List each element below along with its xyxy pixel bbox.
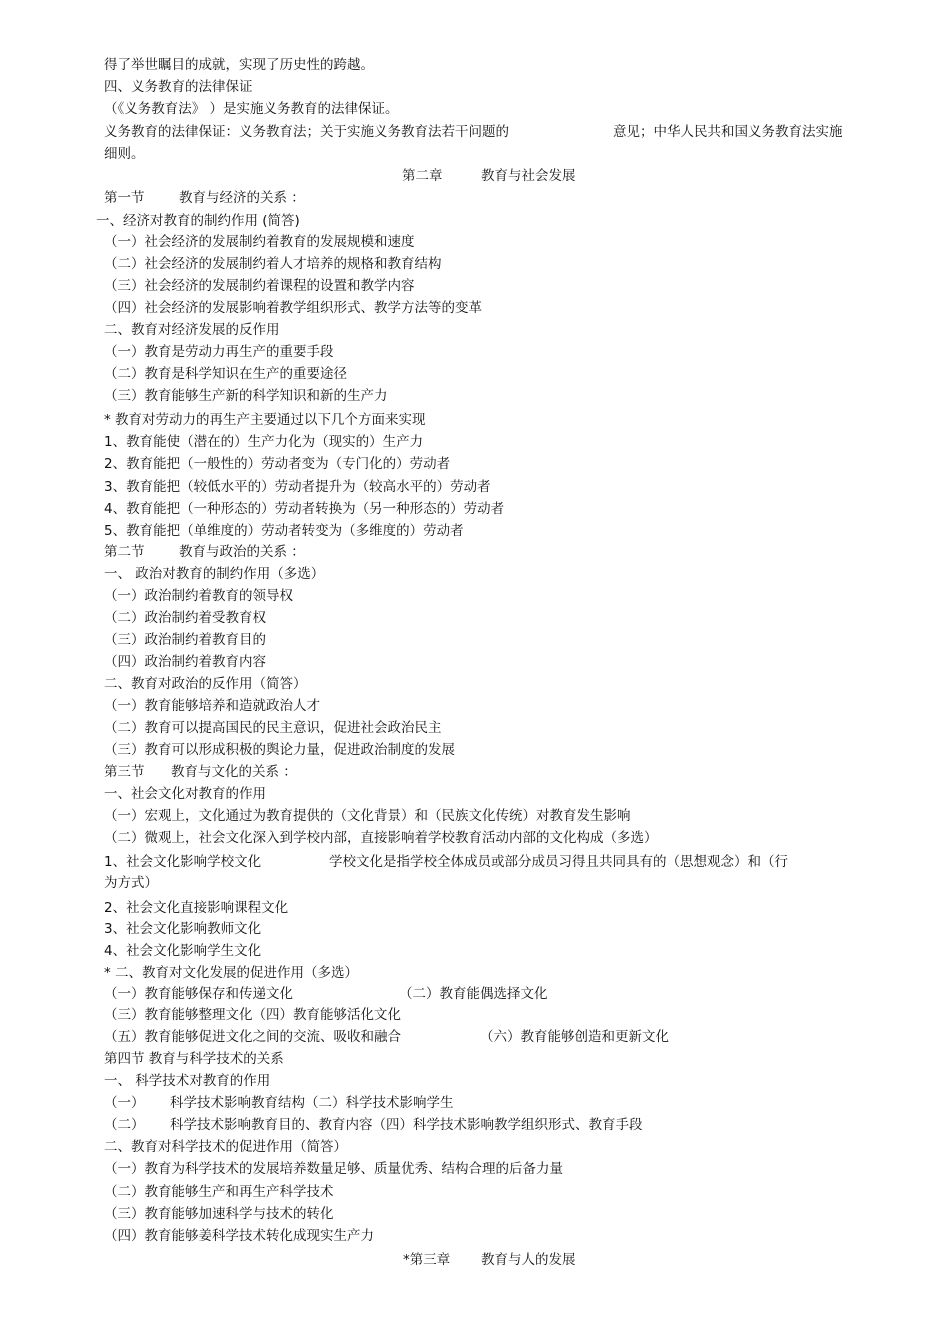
section-title: 教育与政治的关系 ： (179, 544, 305, 560)
list-item: （二）教育是科学知识在生产的重要途径 (104, 366, 347, 382)
chapter-number: *第三章 (403, 1252, 451, 1268)
list-item: （三）教育可以形成积极的舆论力量，促进政治制度的发展 (104, 742, 455, 758)
list-item: 1、社会文化影响学校文化 (104, 854, 262, 870)
note-line: * 教育对劳动力的再生产主要通过以下几个方面来实现 (104, 412, 426, 428)
list-item: （六）教育能够创造和更新文化 (480, 1029, 669, 1045)
chapter-title: 教育与社会发展 (481, 168, 576, 184)
list-item: （一）教育能够保存和传递文化 (104, 986, 293, 1002)
section-heading: 二、教育对政治的反作用（简答） (104, 676, 307, 692)
list-item: （二）社会经济的发展制约着人才培养的规格和教育结构 (104, 256, 442, 272)
list-item: 科学技术影响教育目的、教育内容（四）科学技术影响教学组织形式、教育手段 (170, 1117, 643, 1133)
list-item: （四）社会经济的发展影响着教学组织形式、教学方法等的变革 (104, 300, 482, 316)
list-item: （三）社会经济的发展制约着课程的设置和教学内容 (104, 278, 415, 294)
list-item: （一）教育是劳动力再生产的重要手段 (104, 344, 334, 360)
section-heading: * 二、教育对文化发展的促进作用（多选） (104, 965, 359, 981)
list-item: （三）教育能够整理文化（四）教育能够活化文化 (104, 1007, 401, 1023)
section-title: 教育与文化的关系 ： (171, 764, 297, 780)
chapter-title: 教育与人的发展 (481, 1252, 576, 1268)
list-item: （四）政治制约着教育内容 (104, 654, 266, 670)
section-heading: 二、教育对科学技术的促进作用（简答） (104, 1139, 347, 1155)
list-item: 3、教育能把（较低水平的）劳动者提升为（较高水平的）劳动者 (104, 479, 491, 495)
list-item-marker: （一） (104, 1095, 145, 1111)
list-item: （一）宏观上，文化通过为教育提供的（文化背景）和（民族文化传统）对教育发生影响 (104, 808, 631, 824)
list-item: 3、社会文化影响教师文化 (104, 921, 262, 937)
list-item: 2、教育能把（一般性的）劳动者变为（专门化的）劳动者 (104, 456, 451, 472)
list-item: （五）教育能够促进文化之间的交流、吸收和融合 (104, 1029, 401, 1045)
list-item: （一）教育为科学技术的发展培养数量足够、质量优秀、结构合理的后备力量 (104, 1161, 563, 1177)
section-number: 第一节 (104, 190, 145, 206)
list-item-marker: （二） (104, 1117, 145, 1133)
text-line: 细则。 (104, 146, 145, 162)
section-number: 第三节 (104, 764, 145, 780)
text-line: 意见；中华人民共和国义务教育法实施 (613, 124, 843, 140)
section-number: 第二节 (104, 544, 145, 560)
section-heading: 二、教育对经济发展的反作用 (104, 322, 280, 338)
list-item: （三）教育能够生产新的科学知识和新的生产力 (104, 388, 388, 404)
list-item: （二）微观上，社会文化深入到学校内部，直接影响着学校教育活动内部的文化构成（多选） (104, 830, 658, 846)
chapter-number: 第二章 (402, 168, 443, 184)
section-title: 第四节 教育与科学技术的关系 (104, 1051, 284, 1067)
list-item: （三）教育能够加速科学与技术的转化 (104, 1206, 334, 1222)
section-title: 教育与经济的关系 ： (179, 190, 305, 206)
text-line: 学校文化是指学校全体成员或部分成员习得且共同具有的（思想观念）和（行 (329, 854, 788, 870)
list-item: （二）教育能偶选择文化 (399, 986, 548, 1002)
list-item: 4、教育能把（一种形态的）劳动者转换为（另一种形态的）劳动者 (104, 501, 505, 517)
text-line: 义务教育的法律保证：义务教育法；关于实施义务教育法若干问题的 (104, 124, 509, 140)
text-line: 为方式） (104, 875, 158, 891)
text-line: 得了举世瞩目的成就，实现了历史性的跨越。 (104, 57, 374, 73)
list-item: 5、教育能把（单维度的）劳动者转变为（多维度的）劳动者 (104, 523, 464, 539)
list-item: （二）政治制约着受教育权 (104, 610, 266, 626)
section-heading: 一、 科学技术对教育的作用 (104, 1073, 271, 1089)
list-item: （一）政治制约着教育的领导权 (104, 588, 293, 604)
section-heading: 四、义务教育的法律保证 (104, 79, 253, 95)
text-line: （《义务教育法》 ）是实施义务教育的法律保证。 (104, 101, 399, 117)
section-heading: 一、经济对教育的制约作用 (简答) (96, 213, 300, 229)
section-heading: 一、 政治对教育的制约作用（多选） (104, 566, 325, 582)
list-item: （三）政治制约着教育目的 (104, 632, 266, 648)
list-item: 4、社会文化影响学生文化 (104, 943, 262, 959)
list-item: （二）教育能够生产和再生产科学技术 (104, 1184, 334, 1200)
list-item: 2、社会文化直接影响课程文化 (104, 900, 289, 916)
list-item: （一）教育能够培养和造就政治人才 (104, 698, 320, 714)
section-heading: 一、社会文化对教育的作用 (104, 786, 266, 802)
list-item: （一）社会经济的发展制约着教育的发展规模和速度 (104, 234, 415, 250)
list-item: 1、教育能使（潜在的）生产力化为（现实的）生产力 (104, 434, 424, 450)
list-item: （二）教育可以提高国民的民主意识，促进社会政治民主 (104, 720, 442, 736)
list-item: 科学技术影响教育结构（二）科学技术影响学生 (170, 1095, 454, 1111)
list-item: （四）教育能够姜科学技术转化成现实生产力 (104, 1228, 374, 1244)
